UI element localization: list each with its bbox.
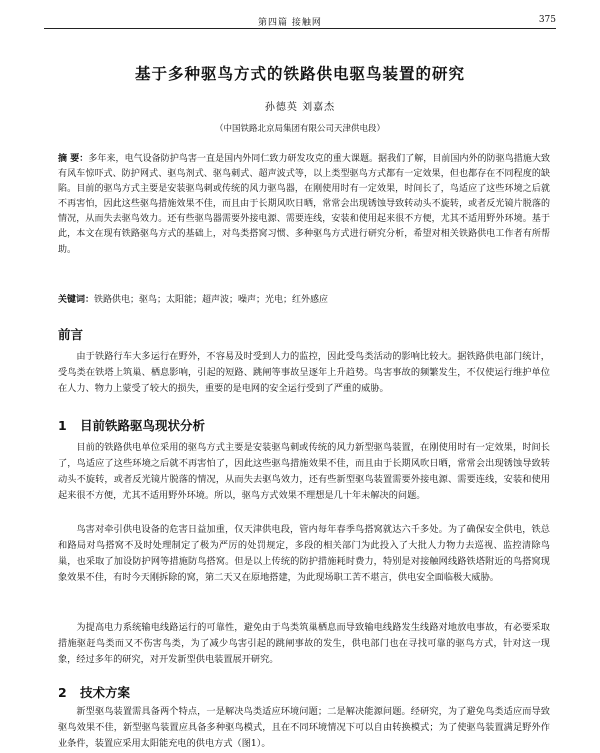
- section-title: 技术方案: [80, 685, 131, 700]
- section-heading-2: [58, 683, 130, 701]
- paper-title: 基于多种驱鸟方式的铁路供电驱鸟装置的研究: [134, 65, 465, 83]
- section-heading-1: [58, 416, 205, 434]
- running-header: [44, 12, 556, 29]
- abstract-label: 摘 要：: [58, 154, 89, 164]
- abstract-text: 多年来，电气设备防护鸟害一直是国内外同仁致力研发攻克的重大课题。据我们了解，目前国内外的防驱鸟措施大致有风车惊吓式、防护网式、驱鸟剂式、驱鸟刺式、超声波式等，以上类型驱鸟方式都有一定效果，但也都存在不同程度的缺陷。目前的驱鸟方式主要是安装驱鸟刺或传统的风力驱鸟器，在刚使用时有一定效果，时间长了，鸟适应了这些环境之后就不再害怕，因此这些驱鸟措施效果不佳，而且由于长期风吹日晒，常常会出现锈蚀导致转动头不旋转，或者反光镜片脱落的情况，从而失去驱鸟效力。还有些驱鸟器需要外接电源、需要连线，安装和使用起来很不方便，尤其不适用野外环境。基于此，本文在现有铁路驱鸟方式的基础上，对鸟类搭窝习惯、多种驱鸟方式进行研究分析，希望对相关铁路供电工作者有所帮助。: [58, 154, 550, 255]
- intro-paragraph: 由于铁路行车大多运行在野外，不容易及时受到人力的监控，因此受鸟类活动的影响比较大。据铁路供电部门统计，受鸟类在铁塔上筑巢、栖息影响，引起的短路、跳闸等事故呈逐年上升趋势。鸟害事故的频繁发生，不仅使运行维护单位在人力、物力上蒙受了较大的损失，重要的是电网的安全运行受到了严重的威胁。: [58, 351, 550, 394]
- section-title: 目前铁路驱鸟现状分析: [80, 418, 206, 433]
- section-number: 2: [58, 685, 67, 700]
- section2-paragraph-1: 新型驱鸟装置需具备两个特点，一是解决鸟类适应环境问题；二是解决能源问题。经研究，为了避免鸟类适应而导致驱鸟效果不佳，新型驱鸟装置应具备多种驱鸟模式，且在不同环境情况下可以自由转换模式；为了使驱鸟装置满足野外作业条件，装置应采用太阳能充电的供电方式（图1）。: [58, 706, 550, 749]
- paper-authors: 孙德英 刘嘉杰: [264, 102, 336, 113]
- keywords: [58, 292, 550, 305]
- paper-affiliation: （中国铁路北京局集团有限公司天津供电段）: [214, 124, 385, 134]
- section-heading-intro: 前言: [58, 327, 84, 342]
- section1-paragraph-3: 为提高电力系统输电线路运行的可靠性，避免由于鸟类筑巢栖息而导致输电线路发生线路对地放电事故，有必要采取措施驱赶鸟类而又不伤害鸟类，为了减少鸟害引起的跳闸事故的发生，供电部门也在寻找可靠的驱鸟方式，针对这一现象，经过多年的研究，对开发新型供电装置展开研究。: [58, 622, 550, 665]
- section-number: 1: [58, 418, 67, 433]
- abstract: [58, 152, 550, 258]
- page-number: 375: [538, 15, 556, 25]
- header-issue: 第四篇 接触网: [258, 18, 322, 28]
- section1-paragraph-2: 鸟害对牵引供电设备的危害日益加重，仅天津供电段，管内每年春季鸟搭窝就达六千多处。为了确保安全供电，铁总和路局对鸟搭窝不及时处理制定了极为严厉的处罚规定，多段的相关部门为此投入了大批人力物力去巡视、监控清除鸟巢，也采取了加设防护网等措施防鸟搭窝。但是以上传统的防护措施耗时费力，特别是对接触网线路铁塔附近的鸟搭窝现象效果不佳，有时今天刚拆除的窝，第二天又在原地搭建，为此现场职工苦不堪言，供电安全面临极大威胁。: [58, 524, 550, 583]
- section1-paragraph-1: 目前的铁路供电单位采用的驱鸟方式主要是安装驱鸟刺或传统的风力新型驱鸟装置，在刚使用时有一定效果，时间长了，鸟适应了这些环境之后就不再害怕了，因此这些驱鸟措施效果不佳，而且由于长期风吹日晒，常常会出现锈蚀导致转动头不旋转，或者反光镜片脱落的情况，从而失去驱鸟效力，还有些新型驱鸟装置需要外接电源、需要连线，安装和使用起来很不方便，尤其不适用野外环境。所以，驱鸟方式效果不理想是几十年未解决的问题。: [58, 442, 550, 501]
- keywords-label: 关键词：: [58, 295, 95, 305]
- keywords-text: 铁路供电；驱鸟；太阳能；超声波；噪声；光电；红外感应: [94, 295, 329, 305]
